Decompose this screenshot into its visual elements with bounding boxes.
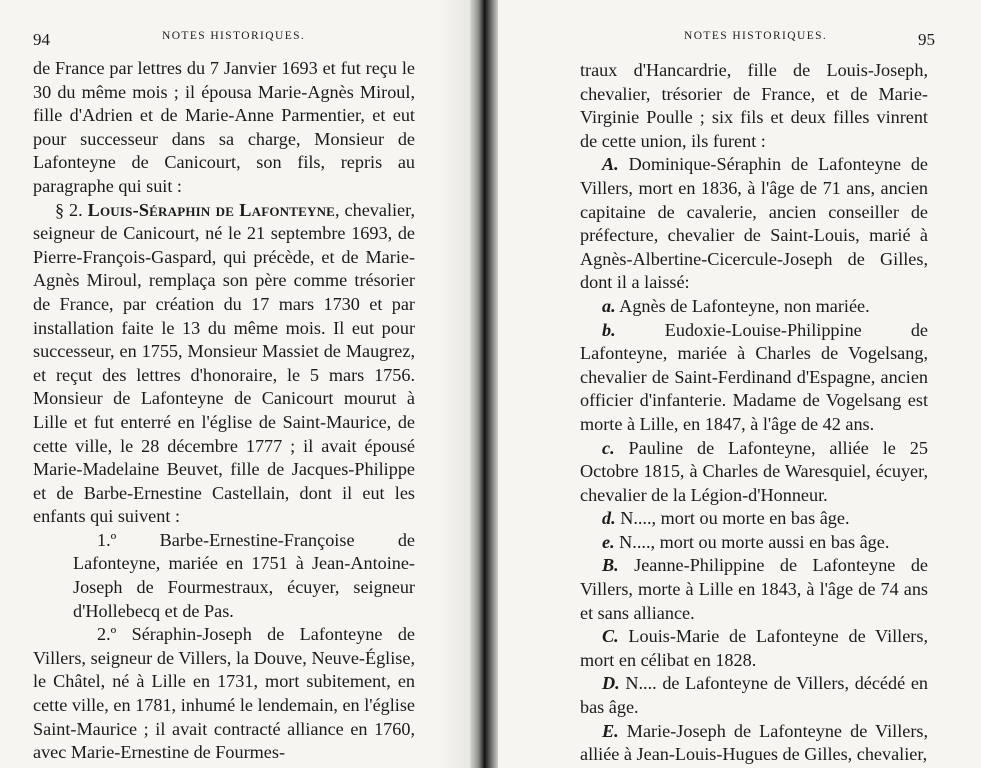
entry-letter: d.	[602, 508, 616, 529]
entry-text: Eudoxie-Louise-Philippine de Lafonteyne, mariée à Charles de Vogelsang, chevalier de Saint-Ferdinand d'Espagne, ancien officier d'infanterie. Madame de Vogelsang est morte à Lille, en 1847, à l'âge de 42 ans.	[580, 319, 928, 434]
left-page-number: 94	[33, 30, 50, 49]
entry-letter: e.	[602, 531, 615, 552]
entry-text: Louis-Marie de Lafonteyne de Villers, mort en célibat en 1828.	[580, 626, 928, 670]
entry-a	[580, 295, 928, 319]
entry-letter: c.	[602, 437, 615, 458]
entry-A	[580, 153, 928, 295]
entry-e	[580, 531, 928, 555]
entry-text: N...., mort ou morte aussi en bas âge.	[614, 531, 890, 552]
entry-letter: A.	[602, 154, 619, 175]
item-text: Barbe-Ernestine-Françoise de Lafonteyne, mariée en 1751 à Jean-Antoine-Joseph de Fourmestraux, écuyer, seigneur d'Hollebecq et de Pas.	[73, 529, 415, 621]
entry-c	[580, 437, 928, 508]
right-page-number: 95	[918, 30, 935, 49]
right-paragraph-1: traux d'Hancardrie, fille de Louis-Joseph, chevalier, trésorier de France, et de Marie-Virginie Poulle ; six fils et deux filles vinrent de cette union, ils furent :	[580, 60, 928, 151]
entry-D	[580, 672, 928, 719]
entry-text: N...., mort ou morte en bas âge.	[615, 508, 850, 529]
right-body-text	[580, 59, 928, 767]
entry-d	[580, 507, 928, 531]
entry-text: Dominique-Séraphin de Lafonteyne de Villers, mort en 1836, à l'âge de 71 ans, ancien capitaine de cavalerie, ancien conseiller de préfecture, chevalier de Saint-Louis, marié à Agnès-Albertine-Cicercule-Joseph de Gilles, dont il a laissé:	[580, 154, 928, 293]
paragraph-2-rest: , chevalier, seigneur de Canicourt, né le 21 septembre 1693, de Pierre-François-Gaspard, qui précède, et de Marie-Agnès Miroul, remplaça son père comme trésorier de France, par création du 17 mars 1730 et par installation faite le 13 du même mois. Il eut pour successeur, en 1755, Monsieur Massiet de Maugrez, et reçut des lettres d'honoraire, le 5 mars 1756. Monsieur de Lafonteyne de Canicourt mourut à Lille et fut enterré en l'église de Saint-Maurice, de cette ville, le 28 décembre 1777 ; il avait épousé Marie-Madelaine Beuvet, fille de Jacques-Philippe et de Barbe-Ernestine Castellain, dont il eut les enfants qui suivent :	[33, 199, 415, 527]
entry-letter: D.	[602, 673, 620, 694]
list-item	[33, 623, 415, 765]
book-gutter	[470, 0, 498, 768]
entry-b	[580, 319, 928, 437]
entry-text: Jeanne-Philippine de Lafonteyne de Villers, morte à Lille en 1843, à l'âge de 74 ans et sans alliance.	[580, 555, 928, 623]
entry-letter: C.	[602, 626, 619, 647]
item-text: Séraphin-Joseph de Lafonteyne de Villers, seigneur de Villers, la Douve, Neuve-Église, le Châtel, né à Lille en 1731, mort subitement, en cette ville, en 1781, inhumé le lendemain, en l'église Saint-Maurice ; il avait contracté alliance en 1760, avec Marie-Ernestine de Fourmes-	[33, 624, 415, 763]
item-number: 1.º	[97, 529, 117, 550]
left-page	[0, 0, 470, 768]
left-paragraph-2	[33, 199, 415, 529]
gutter-shadow	[440, 0, 470, 768]
entry-text: Marie-Joseph de Lafonteyne de Villers, alliée à Jean-Louis-Hugues de Gilles, chevalier,	[580, 720, 928, 765]
list-item	[33, 529, 415, 623]
entry-letter: B.	[602, 555, 619, 576]
right-page	[498, 0, 981, 768]
entry-letter: b.	[602, 319, 616, 340]
item-number: 2.º	[97, 624, 117, 645]
person-name: Louis-Séraphin de Lafonteyne	[87, 199, 336, 220]
section-marker: § 2.	[55, 199, 88, 220]
entry-E	[580, 720, 928, 767]
entry-text: Pauline de Lafonteyne, alliée le 25 Octobre 1815, à Charles de Waresquiel, écuyer, chevalier de la Légion-d'Honneur.	[580, 437, 928, 505]
entry-C	[580, 625, 928, 672]
left-body-text	[33, 57, 415, 765]
entry-letter: a.	[602, 295, 616, 316]
left-paragraph-1: de France par lettres du 7 Janvier 1693 et fut reçu le 30 du même mois ; il épousa Marie-Agnès Miroul, fille d'Adrien et de Marie-Anne Parmentier, et eut pour successeur dans sa charge, Monsieur de Lafonteyne de Canicourt, son fils, repris au paragraphe qui suit :	[33, 58, 415, 196]
right-running-head: NOTES HISTORIQUES.	[684, 30, 828, 42]
left-running-head: NOTES HISTORIQUES.	[162, 30, 306, 42]
entry-text: N.... de Lafonteyne de Villers, décédé en bas âge.	[580, 673, 928, 718]
entry-B	[580, 554, 928, 625]
entry-letter: E.	[602, 720, 619, 741]
entry-text: Agnès de Lafonteyne, non mariée.	[615, 295, 870, 316]
